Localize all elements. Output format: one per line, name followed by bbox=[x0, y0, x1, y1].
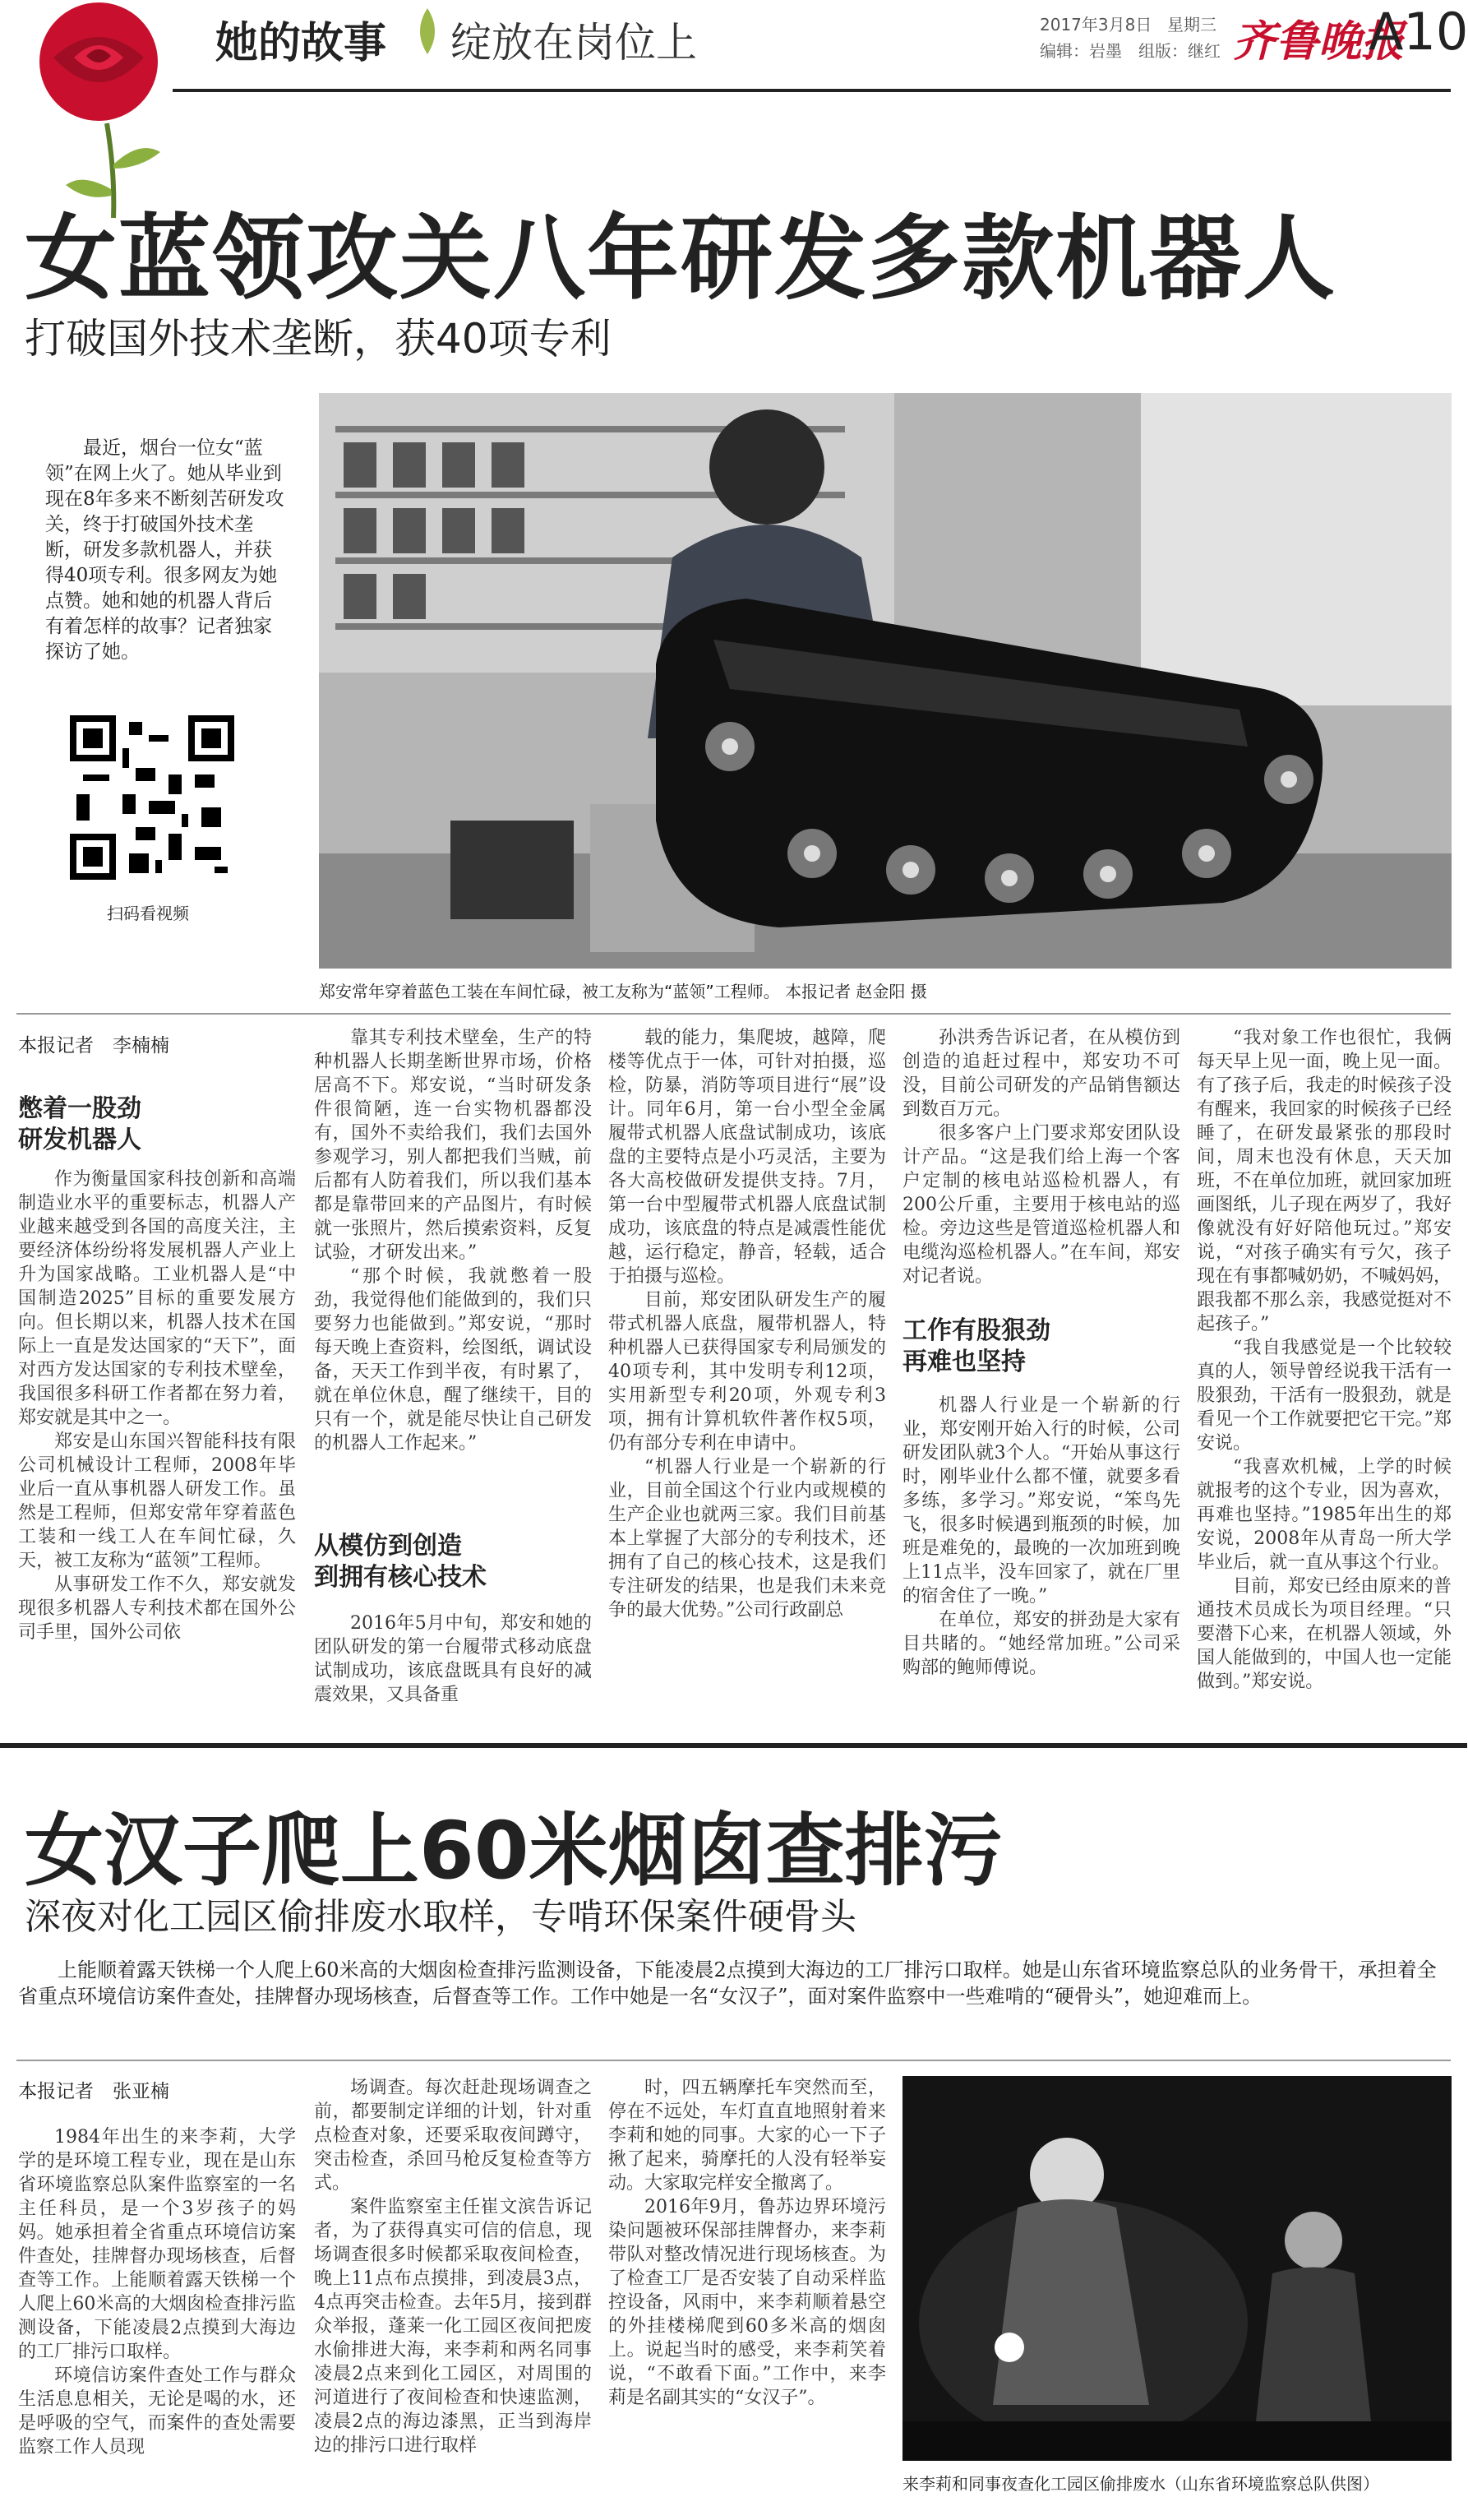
story1-column-4: 孙洪秀告诉记者，在从模仿到创造的追赶过程中，郑安功不可没，目前公司研发的产品销售额达到数百万元。 很多客户上门要求郑安团队设计产品。“这是我们给上海一个客户定制的核电站巡检机器人，有200公斤重，主要用于核电站的巡检。旁边这些是管道巡检机器人和电缆沟巡检机器人。”在车间，郑安对记者说。 bbox=[902, 1028, 1180, 1287]
story2-column-1: 1984年出生的来李莉，大学学的是环境工程专业，现在是山东省环境监察总队案件监察室的一名主任科员，是一个3岁孩子的妈妈。她承担着全省重点环境信访案件查处，挂牌督办现场核查，后督查等工作。上能顺着露天铁梯一个人爬上60米高的大烟囱检查排污监测设备，下能凌晨2点摸到大海边的工厂排污口取样。 环境信访案件查处工作与群众生活息息相关，无论是喝的水，还是呼吸的空气，而案件的查处需要监察工作人员现 bbox=[18, 2127, 296, 2458]
story2-deck: 深夜对化工园区偷排废水取样，专啃环保案件硬骨头 bbox=[25, 1896, 856, 1938]
story1-subhead-3: 工作有股狠劲 再难也坚持 bbox=[902, 1316, 1050, 1376]
qr-code-icon bbox=[70, 715, 234, 880]
leaf-icon bbox=[411, 7, 444, 56]
story1-column-2b: 2016年5月中旬，郑安和她的团队研发的第一台履带式移动底盘试制成功，该底盘既具有良好的减震效果，又具备重 bbox=[314, 1613, 592, 1705]
story1-byline: 本报记者 李楠楠 bbox=[18, 1035, 169, 1057]
story1-divider bbox=[16, 1013, 1451, 1015]
story1-subhead-2: 从模仿到创造 到拥有核心技术 bbox=[314, 1532, 487, 1592]
story1-headline: 女蓝领攻关八年研发多款机器人 bbox=[25, 206, 1336, 312]
story1-deck: 打破国外技术垄断，获40项专利 bbox=[25, 315, 612, 363]
story1-column-2: 靠其专利技术壁垒，生产的特种机器人长期垄断世界市场，价格居高不下。郑安说，“当时研发条件很简陋，连一台实物机器都没有，国外不卖给我们，我们去国外参观学习，别人都把我们当贼，前后都有人防着我们，所以我们基本都是靠带回来的产品图片，有时候就一张照片，然后摸索资料，反复试验，才研发出来。” “那个时候，我就憋着一股劲，我觉得他们能做到的，我们只要努力也能做到。”郑安说，“那时每天晚上查资料，绘图纸，调试设备，天天工作到半夜，有时累了，就在单位休息，醒了继续干，目的只有一个，就是能尽快让自己研发的机器人工作起来。” bbox=[314, 1028, 592, 1454]
editor-credit: 编辑：岩墨 bbox=[1040, 41, 1122, 61]
story2-headline: 女汉子爬上60米烟囱查排污 bbox=[25, 1805, 1003, 1897]
issue-date: 2017年3月8日 bbox=[1040, 15, 1152, 35]
story2-byline: 本报记者 张亚楠 bbox=[18, 2081, 169, 2102]
night-inspection-photo bbox=[902, 2076, 1452, 2461]
story2-column-2: 场调查。每次赶赴现场调查之前，都要制定详细的计划，针对重点检查对象，还要采取夜间蹲守，突击检查，杀回马枪反复检查等方式。 案件监察室主任崔文滨告诉记者，为了获得真实可信的信息，现场调查很多时候都采取夜间检查，晚上11点布点摸排，到凌晨3点，4点再突击检查。去年5月，接到群众举报，蓬莱一化工园区夜间把废水偷排进大海，来李莉和两名同事凌晨2点来到化工园区，对周围的河道进行了夜间检查和快速监测，凌晨2点的海边漆黑，正当到海岸边的排污口进行取样 bbox=[314, 2078, 592, 2456]
story1-column-1: 作为衡量国家科技创新和高端制造业水平的重要标志，机器人产业越来越受到各国的高度关注，主要经济体纷纷将发展机器人产业上升为国家战略。工业机器人是“中国制造2025”目标的重要发展方向。但长期以来，机器人技术在国际上一直是发达国家的“天下”，面对西方发达国家的专利技术壁垒，我国很多科研工作者都在努力着，郑安就是其中之一。 郑安是山东国兴智能科技有限公司机械设计工程师，2008年毕业后一直从事机器人研发工作。虽然是工程师，但郑安常年穿着蓝色工装和一线工人在车间忙碌，久天，被工友称为“蓝领”工程师。 从事研发工作不久，郑安就发现很多机器人专利技术都在国外公司手里，国外公司依 bbox=[18, 1169, 296, 1643]
qr-label: 扫码看视频 bbox=[107, 904, 189, 923]
story1-lead: 最近，烟台一位女“蓝领”在网上火了。她从毕业到现在8年多来不断刻苦研发攻关，终于打破国外技术垄断，研发多款机器人，并获得40项专利。很多网友为她点赞。她和她的机器人背后有着怎样的故事？记者独家探访了她。 bbox=[45, 437, 284, 663]
story2-photo-caption: 来李莉和同事夜查化工园区偷排废水（山东省环境监察总队供图） bbox=[902, 2474, 1379, 2494]
story1-photo-caption: 郑安常年穿着蓝色工装在车间忙碌，被工友称为“蓝领”工程师。 本报记者 赵金阳 摄 bbox=[319, 982, 927, 1001]
story1-column-4b: 机器人行业是一个崭新的行业，郑安刚开始入行的时候，公司研发团队就3个人。“开始从事这行时，刚毕业什么都不懂，就要多看多练，多学习。”郑安说，“笨鸟先飞，很多时候遇到瓶颈的时候，加班是难免的，最晚的一次加班到晚上11点半，没车回家了，就在厂里的宿舍住了一晚。” 在单位，郑安的拼劲是大家有目共睹的。“她经常加班。”公司采购部的鲍师傅说。 bbox=[902, 1395, 1180, 1678]
header-rule bbox=[173, 89, 1451, 92]
engineer-robot-photo bbox=[319, 393, 1452, 969]
story1-subhead-1: 憋着一股劲 研发机器人 bbox=[18, 1094, 141, 1154]
section-subtitle: 绽放在岗位上 bbox=[450, 19, 697, 67]
story1-column-5: “我对象工作也很忙，我俩每天早上见一面，晚上见一面。有了孩子后，我走的时候孩子没有醒来，我回家的时候孩子已经睡了，在研发最紧张的那段时间，周末也没有休息，天天加班，不在单位加班，就回家加班画图纸，儿子现在两岁了，我好像就没有好好陪他玩过。”郑安说，“对孩子确实有亏欠，孩子现在有事都喊奶奶，不喊妈妈，跟我都不那么亲，我感觉挺对不起孩子。” “我自我感觉是一个比较较真的人，领导曾经说我干活有一股狠劲，干活有一股狠劲，就是看见一个工作就要把它干完。”郑安说。 “我喜欢机械，上学的时候就报考的这个专业，因为喜欢，再难也坚持。”1985年出生的郑安说，2008年从青岛一所大学毕业后，就一直从事这个行业。 目前，郑安已经由原来的普通技术员成长为项目经理。“只要潜下心来，在机器人领域，外国人能做到的，中国人也一定能做到。”郑安说。 bbox=[1197, 1028, 1452, 1692]
story2-column-3: 时，四五辆摩托车突然而至，停在不远处，车灯直直地照射着来李莉和她的同事。大家的心一下子揪了起来，骑摩托的人没有轻举妄动。大家取完样安全撤离了。 2016年9月，鲁苏边界环境污染问题被环保部挂牌督办，来李莉带队对整改情况进行现场核查。为了检查工厂是否安装了自动采样监控设备，风雨中，来李莉顺着悬空的外挂楼梯爬到60多米高的烟囱上。说起当时的感受，来李莉笑着说，“不敢看下面。”工作中，来李莉是名副其实的“女汉子”。 bbox=[608, 2078, 886, 2408]
story1-column-3: 载的能力，集爬坡，越障，爬楼等优点于一体，可针对拍摄，巡检，防暴，消防等项目进行“展”设计。同年6月，第一台小型全金属履带式机器人底盘试制成功，该底盘的主要特点是小巧灵活，主要为各大高校做研发提供支持。7月，第一台中型履带式机器人底盘试制成功，该底盘的特点是减震性能优越，运行稳定，静音，轻载，适合于拍摄与巡检。 目前，郑安团队研发生产的履带式机器人底盘，履带机器人，特种机器人已获得国家专利局颁发的40项专利，其中发明专利12项，实用新型专利20项，外观专利3项，拥有计算机软件著作权5项，仍有部分专利在申请中。 “机器人行业是一个崭新的行业，目前全国这个行业内或规模的生产企业也就两三家。我们目前基本上掌握了大部分的专利技术，还拥有了自己的核心技术，这是我们专注研发的结果，也是我们未来竞争的最大优势。”公司行政副总 bbox=[608, 1028, 886, 1621]
story2-divider bbox=[16, 2060, 1451, 2061]
page-number: A10 bbox=[1369, 2, 1468, 62]
section-title: 她的故事 bbox=[215, 19, 387, 68]
story-separator bbox=[0, 1743, 1467, 1748]
layout-credit: 组版：继红 bbox=[1138, 41, 1221, 61]
newspaper-logo: 齐鲁晚报 bbox=[1233, 16, 1405, 67]
issue-weekday: 星期三 bbox=[1167, 15, 1216, 35]
story2-lead: 上能顺着露天铁梯一个人爬上60米高的大烟囱检查排污监测设备，下能凌晨2点摸到大海边的工厂排污口取样。她是山东省环境监察总队的业务骨干，承担着全省重点环境信访案件查处，挂牌督办现场核查，后督查等工作。工作中她是一名“女汉子”，面对案件监察中一些难啃的“硬骨头”，她迎难而上。 bbox=[18, 1958, 1437, 2008]
